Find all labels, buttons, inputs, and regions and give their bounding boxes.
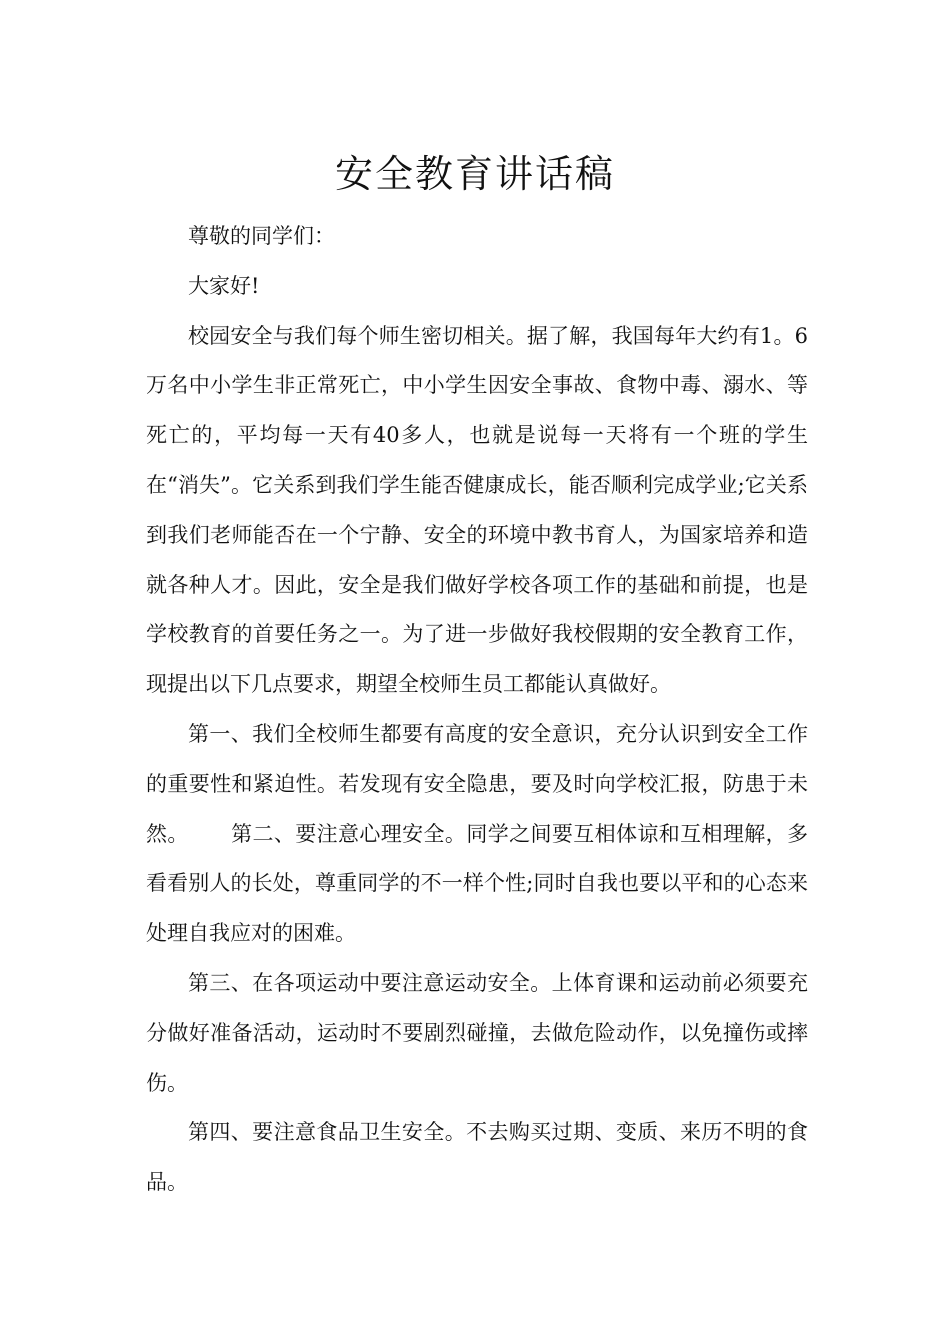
- paragraph-third: 第三、在各项运动中要注意运动安全。上体育课和运动前必须要充分做好准备活动，运动时不要剧烈碰撞，去做危险动作，以免撞伤或摔伤。: [146, 970, 808, 1095]
- paragraph-first-second: [146, 710, 808, 959]
- paragraph-first: 第一、我们全校师生都要有高度的安全意识，充分认识到安全工作的重要性和紧迫性。若发现有安全隐患，要及时向学校汇报，防患于未然。: [146, 721, 808, 846]
- document-body: [146, 212, 808, 1208]
- paragraph-fourth: 第四、要注意食品卫生安全。不去购买过期、变质、来历不明的食品。: [146, 1120, 808, 1195]
- paragraph-intro: 校园安全与我们每个师生密切相关。据了解，我国每年大约有1。6万名中小学生非正常死亡，中小学生因安全事故、食物中毒、溺水、等死亡的，平均每一天有40多人，也就是说每一天将有一个班的学生在“消失”。它关系到我们学生能否健康成长，能否顺利完成学业;它关系到我们老师能否在一个宁静、安全的环境中教书育人，为国家培养和造就各种人才。因此，安全是我们做好学校各项工作的基础和前提，也是学校教育的首要任务之一。为了进一步做好我校假期的安全教育工作，现提出以下几点要求，期望全校师生员工都能认真做好。: [146, 323, 808, 697]
- greeting: 大家好!: [188, 273, 260, 298]
- salutation: 尊敬的同学们：: [188, 224, 335, 248]
- document-title: 安全教育讲话稿: [334, 152, 615, 196]
- paragraph-second: 第二、要注意心理安全。同学之间要互相体谅和互相理解，多看看别人的长处，尊重同学的不一样个性;同时自我也要以平和的心态来处理自我应对的困难。: [146, 821, 809, 946]
